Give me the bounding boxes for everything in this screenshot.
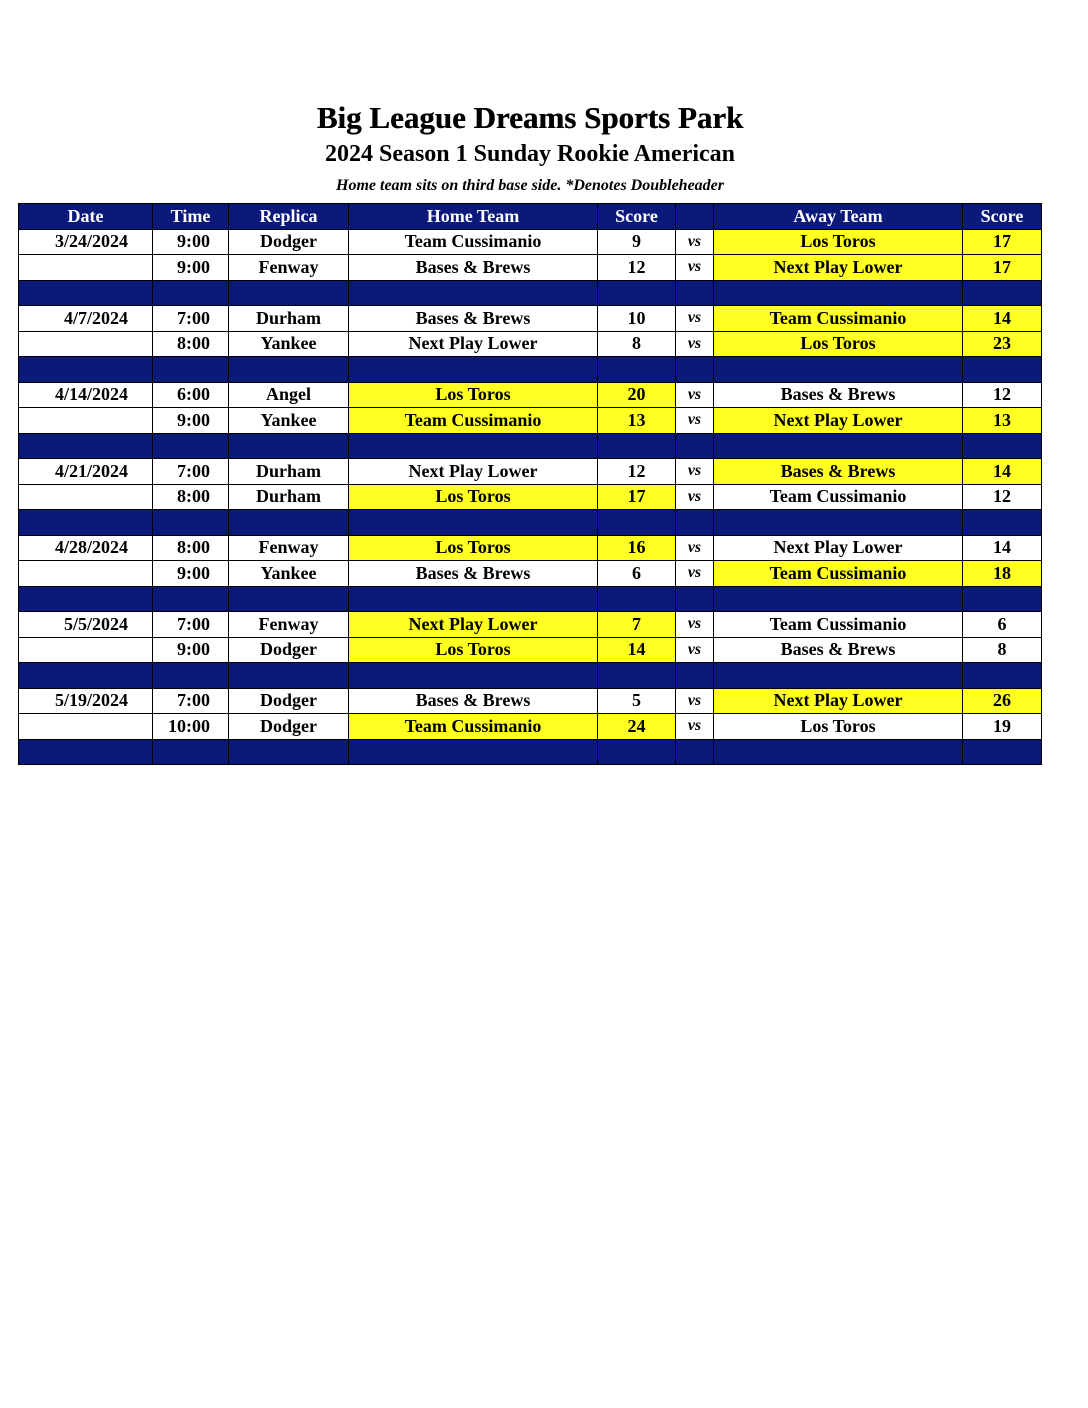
separator-cell <box>963 586 1042 612</box>
separator-cell <box>714 280 963 306</box>
home-team: Next Play Lower <box>349 612 598 638</box>
home-score: 12 <box>598 459 676 485</box>
away-team: Next Play Lower <box>714 535 963 561</box>
game-date: 4/14/2024 <box>19 382 153 408</box>
separator-row <box>19 280 1042 306</box>
game-time: 9:00 <box>153 255 229 281</box>
page-subtitle: 2024 Season 1 Sunday Rookie American <box>324 141 736 167</box>
away-score: 12 <box>963 382 1042 408</box>
separator-cell <box>598 280 676 306</box>
separator-cell <box>349 357 598 383</box>
away-score: 8 <box>963 637 1042 663</box>
home-team: Team Cussimanio <box>349 408 598 434</box>
vs-label: vs <box>676 484 714 510</box>
separator-cell <box>676 586 714 612</box>
away-team: Team Cussimanio <box>714 484 963 510</box>
separator-cell <box>153 357 229 383</box>
separator-cell <box>598 663 676 689</box>
game-time: 6:00 <box>153 382 229 408</box>
vs-label: vs <box>676 535 714 561</box>
schedule-table <box>18 203 1042 765</box>
separator-cell <box>349 510 598 536</box>
vs-label: vs <box>676 637 714 663</box>
game-row <box>19 637 1042 663</box>
home-score: 16 <box>598 535 676 561</box>
page-note: Home team sits on third base side. *Denotes Doubleheader <box>336 177 724 194</box>
game-time: 8:00 <box>153 331 229 357</box>
separator-cell <box>598 433 676 459</box>
separator-cell <box>19 280 153 306</box>
game-row <box>19 255 1042 281</box>
game-date <box>19 255 153 281</box>
vs-label: vs <box>676 229 714 255</box>
away-score: 19 <box>963 714 1042 740</box>
separator-cell <box>349 739 598 765</box>
game-time: 9:00 <box>153 637 229 663</box>
away-score: 17 <box>963 229 1042 255</box>
game-row <box>19 331 1042 357</box>
separator-cell <box>153 663 229 689</box>
away-team: Los Toros <box>714 229 963 255</box>
header-replica: Replica <box>229 204 349 230</box>
game-date: 4/7/2024 <box>19 306 153 332</box>
game-row <box>19 714 1042 740</box>
separator-cell <box>19 586 153 612</box>
separator-cell <box>229 280 349 306</box>
separator-cell <box>714 586 963 612</box>
game-replica: Durham <box>229 459 349 485</box>
header-date: Date <box>19 204 153 230</box>
header-home-team: Home Team <box>349 204 598 230</box>
game-time: 8:00 <box>153 535 229 561</box>
separator-cell <box>349 280 598 306</box>
home-score: 12 <box>598 255 676 281</box>
separator-row <box>19 433 1042 459</box>
away-score: 17 <box>963 255 1042 281</box>
vs-label: vs <box>676 408 714 434</box>
away-team: Los Toros <box>714 714 963 740</box>
game-time: 9:00 <box>153 408 229 434</box>
away-team: Team Cussimanio <box>714 561 963 587</box>
game-replica: Yankee <box>229 331 349 357</box>
separator-cell <box>349 586 598 612</box>
separator-cell <box>676 357 714 383</box>
game-replica: Dodger <box>229 229 349 255</box>
game-date <box>19 408 153 434</box>
separator-cell <box>19 357 153 383</box>
game-time: 7:00 <box>153 306 229 332</box>
game-time: 9:00 <box>153 229 229 255</box>
home-team: Bases & Brews <box>349 561 598 587</box>
separator-cell <box>19 663 153 689</box>
game-replica: Fenway <box>229 535 349 561</box>
game-date <box>19 561 153 587</box>
separator-cell <box>598 586 676 612</box>
vs-label: vs <box>676 688 714 714</box>
game-row <box>19 688 1042 714</box>
separator-cell <box>676 433 714 459</box>
game-replica: Fenway <box>229 255 349 281</box>
home-team: Bases & Brews <box>349 255 598 281</box>
separator-row <box>19 739 1042 765</box>
page-title: Big League Dreams Sports Park <box>316 100 744 135</box>
game-row <box>19 306 1042 332</box>
header-time: Time <box>153 204 229 230</box>
away-team: Next Play Lower <box>714 255 963 281</box>
separator-cell <box>19 510 153 536</box>
game-replica: Dodger <box>229 637 349 663</box>
game-date <box>19 331 153 357</box>
vs-label: vs <box>676 382 714 408</box>
game-replica: Yankee <box>229 408 349 434</box>
game-row <box>19 612 1042 638</box>
separator-cell <box>598 739 676 765</box>
header-home-score: Score <box>598 204 676 230</box>
separator-cell <box>963 739 1042 765</box>
home-team: Next Play Lower <box>349 331 598 357</box>
away-score: 18 <box>963 561 1042 587</box>
separator-cell <box>153 280 229 306</box>
game-time: 7:00 <box>153 688 229 714</box>
away-team: Bases & Brews <box>714 382 963 408</box>
separator-cell <box>349 663 598 689</box>
home-team: Los Toros <box>349 484 598 510</box>
separator-row <box>19 510 1042 536</box>
home-score: 5 <box>598 688 676 714</box>
game-row <box>19 408 1042 434</box>
game-replica: Fenway <box>229 612 349 638</box>
vs-label: vs <box>676 561 714 587</box>
away-team: Bases & Brews <box>714 637 963 663</box>
separator-cell <box>153 739 229 765</box>
game-date: 3/24/2024 <box>19 229 153 255</box>
separator-cell <box>229 357 349 383</box>
separator-cell <box>349 433 598 459</box>
home-team: Los Toros <box>349 637 598 663</box>
separator-cell <box>598 510 676 536</box>
home-score: 24 <box>598 714 676 740</box>
separator-cell <box>19 433 153 459</box>
vs-label: vs <box>676 306 714 332</box>
game-date: 5/19/2024 <box>19 688 153 714</box>
game-date: 4/21/2024 <box>19 459 153 485</box>
away-score: 23 <box>963 331 1042 357</box>
separator-cell <box>963 280 1042 306</box>
away-team: Next Play Lower <box>714 688 963 714</box>
separator-cell <box>598 357 676 383</box>
separator-cell <box>676 739 714 765</box>
game-time: 7:00 <box>153 612 229 638</box>
separator-cell <box>676 663 714 689</box>
away-team: Bases & Brews <box>714 459 963 485</box>
home-team: Bases & Brews <box>349 306 598 332</box>
header-away-team: Away Team <box>714 204 963 230</box>
separator-cell <box>153 433 229 459</box>
game-row <box>19 535 1042 561</box>
away-team: Team Cussimanio <box>714 612 963 638</box>
separator-row <box>19 357 1042 383</box>
game-date <box>19 484 153 510</box>
separator-cell <box>229 510 349 536</box>
separator-cell <box>963 357 1042 383</box>
separator-cell <box>153 586 229 612</box>
game-time: 9:00 <box>153 561 229 587</box>
away-team: Team Cussimanio <box>714 306 963 332</box>
game-date <box>19 714 153 740</box>
game-row <box>19 229 1042 255</box>
away-score: 13 <box>963 408 1042 434</box>
separator-cell <box>229 586 349 612</box>
separator-cell <box>963 433 1042 459</box>
home-team: Team Cussimanio <box>349 229 598 255</box>
vs-label: vs <box>676 714 714 740</box>
home-team: Bases & Brews <box>349 688 598 714</box>
away-team: Los Toros <box>714 331 963 357</box>
home-score: 9 <box>598 229 676 255</box>
separator-cell <box>714 357 963 383</box>
separator-cell <box>963 510 1042 536</box>
home-team: Los Toros <box>349 382 598 408</box>
separator-cell <box>714 663 963 689</box>
vs-label: vs <box>676 331 714 357</box>
vs-label: vs <box>676 459 714 485</box>
home-score: 14 <box>598 637 676 663</box>
separator-cell <box>229 663 349 689</box>
game-time: 10:00 <box>153 714 229 740</box>
vs-label: vs <box>676 255 714 281</box>
away-score: 14 <box>963 459 1042 485</box>
separator-row <box>19 586 1042 612</box>
game-replica: Durham <box>229 484 349 510</box>
separator-cell <box>714 510 963 536</box>
game-date: 4/28/2024 <box>19 535 153 561</box>
separator-row <box>19 663 1042 689</box>
home-team: Los Toros <box>349 535 598 561</box>
game-replica: Dodger <box>229 714 349 740</box>
separator-cell <box>229 739 349 765</box>
separator-cell <box>19 739 153 765</box>
game-time: 8:00 <box>153 484 229 510</box>
game-date <box>19 637 153 663</box>
away-score: 14 <box>963 306 1042 332</box>
game-row <box>19 484 1042 510</box>
header-away-score: Score <box>963 204 1042 230</box>
away-score: 12 <box>963 484 1042 510</box>
home-score: 17 <box>598 484 676 510</box>
away-score: 14 <box>963 535 1042 561</box>
header-row <box>19 204 1042 230</box>
schedule-body <box>19 229 1042 765</box>
separator-cell <box>676 280 714 306</box>
separator-cell <box>714 739 963 765</box>
game-date: 5/5/2024 <box>19 612 153 638</box>
header-vs <box>676 204 714 230</box>
home-team: Team Cussimanio <box>349 714 598 740</box>
game-replica: Dodger <box>229 688 349 714</box>
away-score: 26 <box>963 688 1042 714</box>
separator-cell <box>153 510 229 536</box>
game-row <box>19 459 1042 485</box>
home-score: 20 <box>598 382 676 408</box>
game-row <box>19 382 1042 408</box>
separator-cell <box>676 510 714 536</box>
separator-cell <box>963 663 1042 689</box>
home-score: 8 <box>598 331 676 357</box>
vs-label: vs <box>676 612 714 638</box>
home-score: 10 <box>598 306 676 332</box>
away-team: Next Play Lower <box>714 408 963 434</box>
home-score: 13 <box>598 408 676 434</box>
game-replica: Durham <box>229 306 349 332</box>
game-replica: Yankee <box>229 561 349 587</box>
game-row <box>19 561 1042 587</box>
game-time: 7:00 <box>153 459 229 485</box>
separator-cell <box>714 433 963 459</box>
game-replica: Angel <box>229 382 349 408</box>
home-score: 6 <box>598 561 676 587</box>
home-team: Next Play Lower <box>349 459 598 485</box>
home-score: 7 <box>598 612 676 638</box>
away-score: 6 <box>963 612 1042 638</box>
separator-cell <box>229 433 349 459</box>
